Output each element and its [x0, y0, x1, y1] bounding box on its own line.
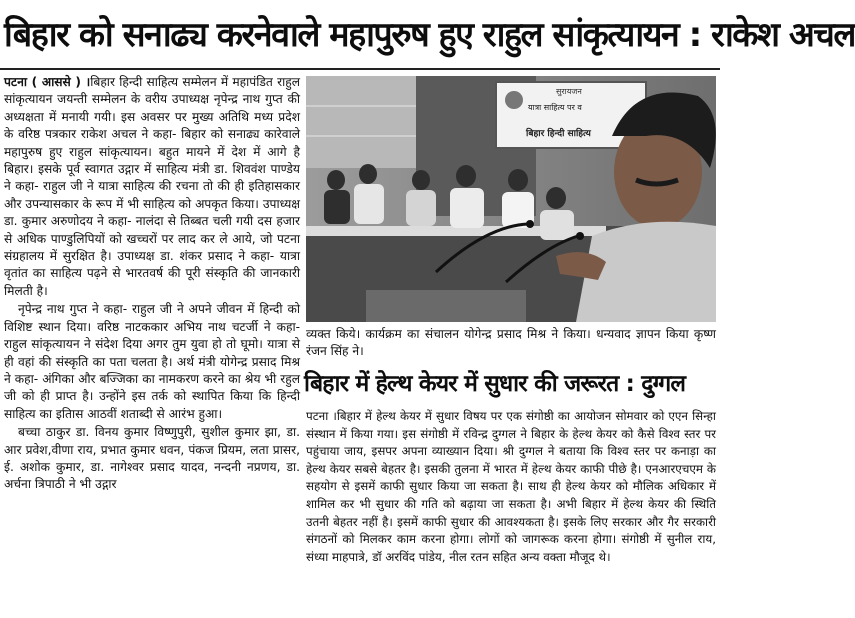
secondary-headline: बिहार में हेल्थ केयर में सुधार की जरूरत : दुग्गल [304, 371, 686, 397]
headline-divider [0, 68, 720, 70]
dateline-2: पटना । [306, 409, 337, 423]
story-paragraph-1 [4, 74, 300, 300]
story-right-column [306, 408, 716, 566]
story-continued: व्यक्त किये। कार्यक्रम का संचालन योगेन्द्र प्रसाद मिश्र ने किया। धन्यवाद ज्ञापन किया कृष्ण रंजन सिंह ने। [306, 327, 716, 358]
banner-text-2: यात्रा साहित्य पर व [528, 103, 582, 112]
dateline: पटना ( आससे ) । [4, 75, 91, 89]
banner-text-3: बिहार हिन्दी साहित्य [526, 129, 591, 139]
banner-text-1: सुरायजन [556, 87, 582, 96]
story-paragraph-3: बच्चा ठाकुर डा. विनय कुमार विष्णुपुरी, सुशील कुमार झा, डा. आर प्रवेश,वीणा राय, प्रभात कुमार धवन, पंकज प्रियम, लता प्रासर, ई. अशोक कुमार, डा. नागेश्वर प्रसाद यादव, नन्दनी नप्रणय, डा. अर्चना त्रिपाठी ने भी उद्गार [4, 425, 300, 492]
paragraph-text: बिहार हिन्दी साहित्य सम्मेलन में महापंडित राहुल सांकृत्यायन जयन्ती सम्मेलन के वरीय उपाध्यक्ष नृपेन्द्र नाथ गुप्त की अध्यक्षता में मनायी गयी। इस अवसर पर मुख्य अतिथि मध्य प्रदेश के वरिष्ठ पत्रकार राकेश अचल ने कहा- बिहार को सनाढ्य कारेवाले महापुरुष हुए राहुल सांकृत्यायन। बहुत मायने में देश में आगे है बिहार। इसके पूर्व स्वागत उद्गार में साहित्य मंत्री डा. शिववंश पाण्डेय ने कहा- राहुल जी ने यात्रा साहित्य की रचना तो की ही इतिहासकार और उपन्यासकार के रूप में भी साहित्य को अपकृत किया। उपाध्यक्ष डा. कुमार अरुणोदय ने कहा- नालंदा से तिब्बत चली गयी दस हजार से अधिक पाण्डुलिपियों को खच्चरों पर लाद कर ले आये, जो पटना संग्रहालय में सुरक्षित है। उपाध्यक्ष डा. शंकर प्रसाद ने कहा- यात्रा वृतांत का साहित्य पढ़ने से भारतवर्ष की पूरी संस्कृति की जानकारी मिलती है। [4, 75, 300, 298]
main-headline: बिहार को सनाढ्य करनेवाले महापुरुष हुए राहुल सांकृत्यायन : राकेश अचल [4, 15, 855, 55]
story-paragraph-2: नृपेन्द्र नाथ गुप्त ने कहा- राहुल जी ने अपने जीवन में हिन्दी को विशिष्ट स्थान दिया। वरिष्ठ नाटककार अभिय नाथ चटर्जी ने कहा- राहुल सांकृत्यायन ने संदेश दिया अगर तुम युवा हो तो घूमो। यात्रा से ही वहां की संस्कृति का पता चलता है। अर्थ मंत्री योगेन्द्र प्रसाद मिश्र ने कहा- अंगिका और बज्जिका का नामकरण करने का श्रेय भी रहुल जी को ही प्राप्त है। उन्होंने इस तर्क को स्थापित किया कि हिन्दी साहित्य का इतिास आठवीं शताब्दी से आरंभ हुआ। [4, 302, 300, 421]
story-left-column [4, 74, 300, 495]
event-photo [306, 76, 716, 322]
story2-body: बिहार में हेल्थ केयर में सुधार विषय पर एक संगोष्ठी का आयोजन सोमवार को एएन सिन्हा संस्थान में किया गया। इस संगोष्ठी में रविन्द्र दुग्गल ने बिहार के हेल्थ केयर को कैसे विश्व स्तर पर पहुंचाया जाय, इसपर अपना व्याख्यान दिया। श्री दुग्गल ने बताया कि विश्व स्तर पर कनाड़ा का हेल्थ केयर सबसे बेहतर है। इसकी तुलना में भारत में हेल्थ केयर काफी पीछे है। एनआरएचएम के सहयोग से इसमें काफी सुधार किया जा सकता है। साथ ही हेल्थ केयर को मौलिक अधिकार में शामिल कर भी सुधार की गति को बढ़ाया जा सकता है। अभी बिहार में हेल्थ केयर की स्थिति उतनी बेहतर नहीं है। इसमें काफी सुधार की आवश्यकता है। इसके लिए सरकार और गैर सरकारी संगठनों को मिलकर काम करना होगा। लोगों को जागरूक करना होगा। संगोष्ठी में सुनील राय, संध्या माहपात्रे, डॉ अरविंद पांडेय, नील रतन सहित अन्य वक्ता मौजूद थे। [306, 409, 716, 564]
